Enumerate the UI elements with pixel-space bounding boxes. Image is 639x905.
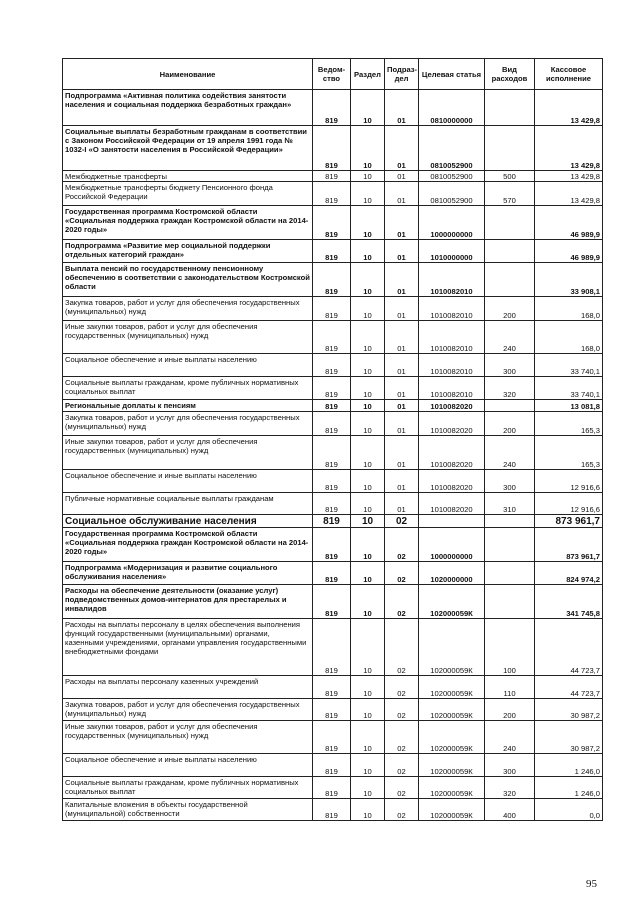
- row-expense-type: 500: [485, 171, 535, 182]
- row-department: 819: [313, 676, 351, 699]
- header-name: Наименование: [63, 59, 313, 90]
- row-subsection: 01: [385, 377, 419, 400]
- row-subsection: 01: [385, 90, 419, 126]
- row-subsection: 02: [385, 699, 419, 721]
- table-row: [63, 721, 603, 754]
- table-row: [63, 436, 603, 470]
- table-row: [63, 90, 603, 126]
- row-name: Межбюджетные трансферты бюджету Пенсионного фонда Российской Федерации: [63, 182, 313, 206]
- row-target-item: 102000059К: [419, 721, 485, 754]
- row-subsection: 01: [385, 171, 419, 182]
- row-expense-type: 240: [485, 321, 535, 354]
- row-department: 819: [313, 721, 351, 754]
- row-name: Закупка товаров, работ и услуг для обеспечения государственных (муниципальных) нужд: [63, 297, 313, 321]
- row-name: Социальное обеспечение и иные выплаты населению: [63, 470, 313, 493]
- row-name: Иные закупки товаров, работ и услуг для обеспечения государственных (муниципальных) нужд: [63, 721, 313, 754]
- row-expense-type: 400: [485, 799, 535, 821]
- row-expense-type: 300: [485, 754, 535, 777]
- row-section: 10: [351, 90, 385, 126]
- row-subsection: 01: [385, 436, 419, 470]
- row-expense-type: [485, 515, 535, 528]
- row-section: 10: [351, 562, 385, 585]
- row-name: Публичные нормативные социальные выплаты гражданам: [63, 493, 313, 515]
- row-section: 10: [351, 182, 385, 206]
- row-department: 819: [313, 515, 351, 528]
- row-expense-type: [485, 126, 535, 171]
- row-target-item: 1010082020: [419, 412, 485, 436]
- table-row: [63, 585, 603, 619]
- row-cash-execution: 1 246,0: [535, 777, 603, 799]
- row-target-item: 0810052900: [419, 126, 485, 171]
- table-row: [63, 171, 603, 182]
- table-row: [63, 754, 603, 777]
- row-expense-type: [485, 90, 535, 126]
- row-expense-type: [485, 562, 535, 585]
- row-target-item: 1010082010: [419, 263, 485, 297]
- row-department: 819: [313, 799, 351, 821]
- row-section: 10: [351, 412, 385, 436]
- table-row: [63, 126, 603, 171]
- row-department: 819: [313, 412, 351, 436]
- row-department: 819: [313, 585, 351, 619]
- row-cash-execution: 1 246,0: [535, 754, 603, 777]
- row-name: Государственная программа Костромской области «Социальная поддержка граждан Костромской области на 2014-2020 годы»: [63, 206, 313, 240]
- row-expense-type: 200: [485, 297, 535, 321]
- table-row: [63, 562, 603, 585]
- table-row: [63, 321, 603, 354]
- row-target-item: 1000000000: [419, 528, 485, 562]
- table-row: [63, 297, 603, 321]
- row-subsection: 02: [385, 585, 419, 619]
- row-cash-execution: 33 740,1: [535, 377, 603, 400]
- row-section: 10: [351, 240, 385, 263]
- row-cash-execution: 12 916,6: [535, 493, 603, 515]
- row-expense-type: 110: [485, 676, 535, 699]
- row-target-item: 102000059К: [419, 699, 485, 721]
- row-name: Государственная программа Костромской области «Социальная поддержка граждан Костромской области на 2014-2020 годы»: [63, 528, 313, 562]
- row-expense-type: 570: [485, 182, 535, 206]
- row-target-item: 1010082020: [419, 400, 485, 412]
- row-name: Закупка товаров, работ и услуг для обеспечения государственных (муниципальных) нужд: [63, 699, 313, 721]
- row-department: 819: [313, 699, 351, 721]
- row-expense-type: [485, 240, 535, 263]
- row-department: 819: [313, 206, 351, 240]
- row-subsection: 02: [385, 721, 419, 754]
- table-row: [63, 619, 603, 676]
- row-expense-type: 320: [485, 377, 535, 400]
- row-target-item: 1020000000: [419, 562, 485, 585]
- row-target-item: 102000059К: [419, 619, 485, 676]
- row-target-item: 1010082010: [419, 297, 485, 321]
- row-name: Социальные выплаты гражданам, кроме публичных нормативных социальных выплат: [63, 777, 313, 799]
- row-cash-execution: 44 723,7: [535, 619, 603, 676]
- row-target-item: 1010082020: [419, 493, 485, 515]
- header-cash-execution: Кассовое исполнение: [535, 59, 603, 90]
- row-name: Выплата пенсий по государственному пенсионному обеспечению в соответствии с законодательством Костромской области: [63, 263, 313, 297]
- row-cash-execution: 165,3: [535, 436, 603, 470]
- row-expense-type: [485, 206, 535, 240]
- table-row: [63, 206, 603, 240]
- row-subsection: 02: [385, 777, 419, 799]
- row-target-item: 1010082020: [419, 436, 485, 470]
- row-section: 10: [351, 400, 385, 412]
- row-cash-execution: 33 908,1: [535, 263, 603, 297]
- row-target-item: 102000059К: [419, 676, 485, 699]
- row-cash-execution: 168,0: [535, 321, 603, 354]
- row-cash-execution: 13 429,8: [535, 182, 603, 206]
- row-cash-execution: 13 081,8: [535, 400, 603, 412]
- row-expense-type: 300: [485, 470, 535, 493]
- table-row: [63, 377, 603, 400]
- header-expense-type: Вид расходов: [485, 59, 535, 90]
- table-row: [63, 699, 603, 721]
- table-row: [63, 515, 603, 528]
- row-section: 10: [351, 321, 385, 354]
- row-target-item: 1010082010: [419, 354, 485, 377]
- row-cash-execution: 341 745,8: [535, 585, 603, 619]
- row-name: Социальные выплаты гражданам, кроме публичных нормативных социальных выплат: [63, 377, 313, 400]
- row-cash-execution: 165,3: [535, 412, 603, 436]
- row-subsection: 01: [385, 354, 419, 377]
- row-section: 10: [351, 777, 385, 799]
- table-body: [63, 90, 603, 821]
- row-department: 819: [313, 754, 351, 777]
- row-department: 819: [313, 354, 351, 377]
- row-name: Социальное обеспечение и иные выплаты населению: [63, 754, 313, 777]
- budget-table: [62, 58, 603, 821]
- row-cash-execution: 168,0: [535, 297, 603, 321]
- row-expense-type: 300: [485, 354, 535, 377]
- row-name: Подпрограмма «Развитие мер социальной поддержки отдельных категорий граждан»: [63, 240, 313, 263]
- header-subsection: Подраз-дел: [385, 59, 419, 90]
- row-department: 819: [313, 562, 351, 585]
- row-name: Социальные выплаты безработным гражданам в соответствии с Законом Российской Федерации от 19 апреля 1991 года № 1032-I «О занятости населения в Российской Федерации»: [63, 126, 313, 171]
- table-row: [63, 412, 603, 436]
- row-target-item: 0810000000: [419, 90, 485, 126]
- row-cash-execution: 46 989,9: [535, 240, 603, 263]
- row-expense-type: 320: [485, 777, 535, 799]
- row-subsection: 02: [385, 676, 419, 699]
- row-department: 819: [313, 436, 351, 470]
- row-subsection: 01: [385, 297, 419, 321]
- row-cash-execution: 30 987,2: [535, 721, 603, 754]
- row-expense-type: 200: [485, 699, 535, 721]
- row-cash-execution: 824 974,2: [535, 562, 603, 585]
- row-subsection: 01: [385, 321, 419, 354]
- row-name: Расходы на обеспечение деятельности (оказание услуг) подведомственных домов-интернатов для престарелых и инвалидов: [63, 585, 313, 619]
- row-subsection: 01: [385, 412, 419, 436]
- row-subsection: 02: [385, 754, 419, 777]
- row-section: 10: [351, 721, 385, 754]
- row-target-item: 1010082010: [419, 377, 485, 400]
- row-section: 10: [351, 528, 385, 562]
- row-department: 819: [313, 263, 351, 297]
- row-section: 10: [351, 585, 385, 619]
- table-row: [63, 493, 603, 515]
- row-name: Закупка товаров, работ и услуг для обеспечения государственных (муниципальных) нужд: [63, 412, 313, 436]
- row-department: 819: [313, 470, 351, 493]
- row-target-item: 1010082020: [419, 470, 485, 493]
- row-section: 10: [351, 263, 385, 297]
- row-department: 819: [313, 493, 351, 515]
- row-department: 819: [313, 619, 351, 676]
- row-section: 10: [351, 171, 385, 182]
- row-section: 10: [351, 493, 385, 515]
- row-section: 10: [351, 206, 385, 240]
- row-name: Социальное обслуживание населения: [63, 515, 313, 528]
- row-department: 819: [313, 400, 351, 412]
- row-cash-execution: 13 429,8: [535, 90, 603, 126]
- row-expense-type: 100: [485, 619, 535, 676]
- row-department: 819: [313, 377, 351, 400]
- row-subsection: 01: [385, 493, 419, 515]
- table-row: [63, 182, 603, 206]
- row-department: 819: [313, 126, 351, 171]
- row-name: Капитальные вложения в объекты государственной (муниципальной) собственности: [63, 799, 313, 821]
- row-name: Региональные доплаты к пенсиям: [63, 400, 313, 412]
- row-section: 10: [351, 436, 385, 470]
- row-name: Иные закупки товаров, работ и услуг для обеспечения государственных (муниципальных) нужд: [63, 436, 313, 470]
- row-name: Подпрограмма «Активная политика содействия занятости населения и социальная поддержка безработных граждан»: [63, 90, 313, 126]
- header-department: Ведом-ство: [313, 59, 351, 90]
- row-subsection: 01: [385, 470, 419, 493]
- table-row: [63, 354, 603, 377]
- row-department: 819: [313, 171, 351, 182]
- row-department: 819: [313, 777, 351, 799]
- row-target-item: 1010082010: [419, 321, 485, 354]
- row-department: 819: [313, 240, 351, 263]
- table-header-row: [63, 59, 603, 90]
- row-target-item: [419, 515, 485, 528]
- row-department: 819: [313, 321, 351, 354]
- table-row: [63, 400, 603, 412]
- row-department: 819: [313, 528, 351, 562]
- row-section: 10: [351, 354, 385, 377]
- row-expense-type: 310: [485, 493, 535, 515]
- row-section: 10: [351, 619, 385, 676]
- row-subsection: 02: [385, 528, 419, 562]
- row-section: 10: [351, 470, 385, 493]
- header-target-item: Целевая статья: [419, 59, 485, 90]
- table-row: [63, 263, 603, 297]
- row-name: Подпрограмма «Модернизация и развитие социального обслуживания населения»: [63, 562, 313, 585]
- row-name: Межбюджетные трансферты: [63, 171, 313, 182]
- row-subsection: 01: [385, 126, 419, 171]
- row-cash-execution: 873 961,7: [535, 515, 603, 528]
- row-expense-type: [485, 528, 535, 562]
- row-subsection: 02: [385, 562, 419, 585]
- row-section: 10: [351, 126, 385, 171]
- row-cash-execution: 12 916,6: [535, 470, 603, 493]
- row-cash-execution: 873 961,7: [535, 528, 603, 562]
- row-target-item: 102000059К: [419, 799, 485, 821]
- row-expense-type: [485, 263, 535, 297]
- row-cash-execution: 44 723,7: [535, 676, 603, 699]
- row-section: 10: [351, 699, 385, 721]
- row-subsection: 01: [385, 400, 419, 412]
- row-department: 819: [313, 182, 351, 206]
- header-section: Раздел: [351, 59, 385, 90]
- row-department: 819: [313, 90, 351, 126]
- row-target-item: 1010000000: [419, 240, 485, 263]
- row-cash-execution: 46 989,9: [535, 206, 603, 240]
- row-cash-execution: 33 740,1: [535, 354, 603, 377]
- row-expense-type: [485, 585, 535, 619]
- row-target-item: 0810052900: [419, 171, 485, 182]
- row-expense-type: [485, 400, 535, 412]
- row-target-item: 0810052900: [419, 182, 485, 206]
- row-expense-type: 200: [485, 412, 535, 436]
- row-cash-execution: 30 987,2: [535, 699, 603, 721]
- table-row: [63, 799, 603, 821]
- table-row: [63, 470, 603, 493]
- row-section: 10: [351, 377, 385, 400]
- table-row: [63, 528, 603, 562]
- table-row: [63, 777, 603, 799]
- row-subsection: 01: [385, 240, 419, 263]
- row-subsection: 02: [385, 515, 419, 528]
- row-name: Социальное обеспечение и иные выплаты населению: [63, 354, 313, 377]
- row-cash-execution: 13 429,8: [535, 126, 603, 171]
- row-name: Расходы на выплаты персоналу казенных учреждений: [63, 676, 313, 699]
- row-section: 10: [351, 754, 385, 777]
- row-target-item: 1000000000: [419, 206, 485, 240]
- row-subsection: 01: [385, 263, 419, 297]
- row-name: Расходы на выплаты персоналу в целях обеспечения выполнения функций государственными (муниципальными) органами, казенными учреждениями, органами управления государственными внебюджетными фондами: [63, 619, 313, 676]
- row-cash-execution: 13 429,8: [535, 171, 603, 182]
- row-target-item: 102000059К: [419, 777, 485, 799]
- row-section: 10: [351, 515, 385, 528]
- row-section: 10: [351, 297, 385, 321]
- page-number: 95: [586, 878, 597, 890]
- row-expense-type: 240: [485, 721, 535, 754]
- row-section: 10: [351, 676, 385, 699]
- row-subsection: 01: [385, 206, 419, 240]
- row-section: 10: [351, 799, 385, 821]
- table-row: [63, 240, 603, 263]
- row-expense-type: 240: [485, 436, 535, 470]
- row-subsection: 02: [385, 799, 419, 821]
- row-target-item: 102000059К: [419, 585, 485, 619]
- row-name: Иные закупки товаров, работ и услуг для обеспечения государственных (муниципальных) нужд: [63, 321, 313, 354]
- row-subsection: 02: [385, 619, 419, 676]
- table-row: [63, 676, 603, 699]
- row-subsection: 01: [385, 182, 419, 206]
- row-department: 819: [313, 297, 351, 321]
- row-target-item: 102000059К: [419, 754, 485, 777]
- row-cash-execution: 0,0: [535, 799, 603, 821]
